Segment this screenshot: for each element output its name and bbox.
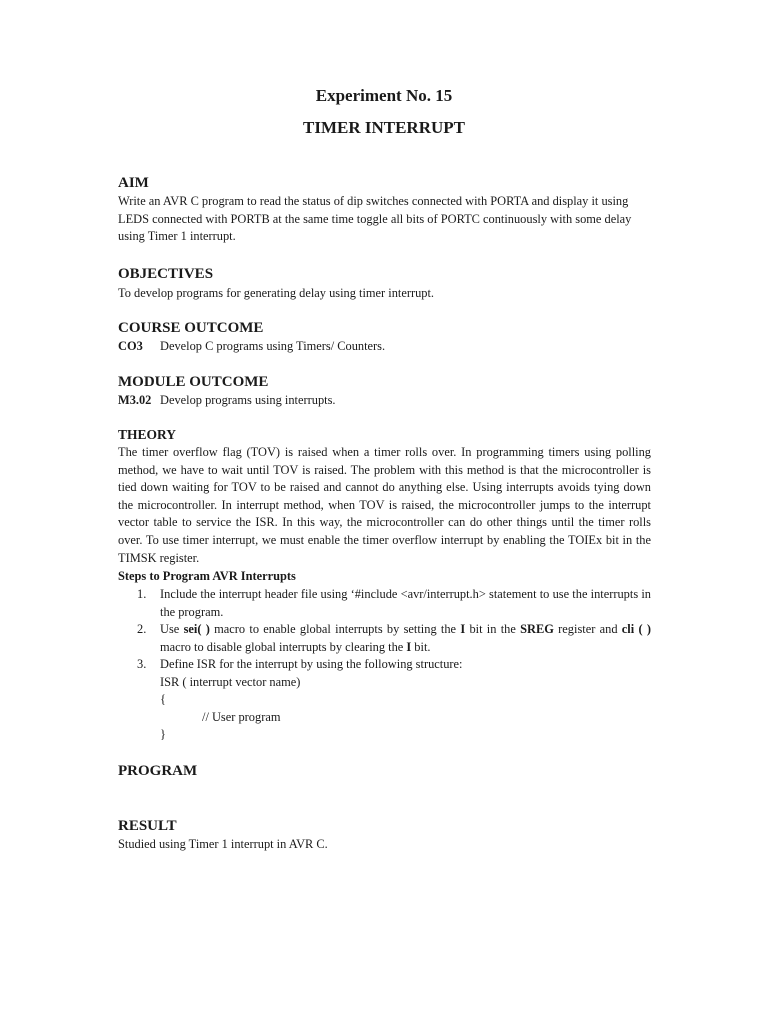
- step-2-text: Use sei( ) macro to enable global interrupts by setting the I bit in the SREG register and cli ( ) macro to disable global interrupts by clearing the I bit.: [160, 622, 651, 654]
- page-title: TIMER INTERRUPT: [303, 118, 465, 137]
- module-outcome-line: [118, 393, 336, 408]
- result-heading: RESULT: [118, 818, 177, 834]
- course-outcome-code: CO3: [118, 339, 143, 353]
- objectives-text: To develop programs for generating delay using timer interrupt.: [118, 286, 435, 300]
- module-outcome-heading: MODULE OUTCOME: [118, 374, 269, 390]
- step-3: [137, 656, 651, 674]
- code-line-4: }: [160, 727, 166, 741]
- i-bit: I: [460, 622, 466, 636]
- step-2: [137, 621, 651, 656]
- step-3-text: Define ISR for the interrupt by using the following structure:: [160, 657, 463, 671]
- i-bit-2: I: [406, 639, 412, 654]
- objectives-heading: OBJECTIVES: [118, 266, 214, 282]
- course-outcome-heading: COURSE OUTCOME: [118, 320, 264, 336]
- step-2-number: 2.: [137, 622, 147, 636]
- experiment-number: Experiment No. 15: [315, 86, 453, 105]
- code-line-3: // User program: [202, 710, 281, 724]
- step-1: [137, 586, 651, 621]
- step-1-number: 1.: [137, 587, 147, 601]
- code-line-1: ISR ( interrupt vector name): [160, 675, 301, 689]
- module-outcome-text: Develop programs using interrupts.: [160, 393, 336, 407]
- program-heading: PROGRAM: [118, 763, 198, 779]
- aim-text: Write an AVR C program to read the status of dip switches connected with PORTA and display it using LEDS connected with PORTB at the same time toggle all bits of PORTC continuously with some delay using Timer 1 interrupt.: [118, 194, 632, 244]
- steps-heading: Steps to Program AVR Interrupts: [118, 569, 296, 583]
- theory-text: The timer overflow flag (TOV) is raised when a timer rolls over. In programming timers using polling method, we have to wait until TOV is raised. The problem with this method is that the microcontroller is tied down waiting for TOV to be raised and cannot do anything else. Using interrupts avoids tying down the microcontroller. In interrupt method, when TOV is raised, the microcontroller jumps to the interrupt vector table to service the ISR. In this way, the microcontroller can do other things until the timer rolls over. To use timer interrupt, we must enable the timer overflow interrupt by enabling the TOIEx bit in the TIMSK register.: [118, 445, 651, 565]
- step-3-number: 3.: [137, 657, 147, 671]
- theory-heading: THEORY: [118, 427, 177, 442]
- cli-macro: cli ( ): [621, 622, 651, 636]
- course-outcome-text: Develop C programs using Timers/ Counters.: [160, 339, 386, 353]
- code-line-2: {: [160, 692, 166, 706]
- sei-macro: sei( ): [183, 622, 210, 636]
- module-outcome-code: M3.02: [118, 393, 152, 407]
- aim-heading: AIM: [118, 175, 149, 191]
- sreg-register: SREG: [520, 622, 554, 636]
- step-1-text: Include the interrupt header file using ‘#include <avr/interrupt.h> statement to use the interrupts in the program.: [160, 587, 651, 619]
- result-text: Studied using Timer 1 interrupt in AVR C.: [118, 837, 328, 851]
- course-outcome-line: [118, 339, 385, 354]
